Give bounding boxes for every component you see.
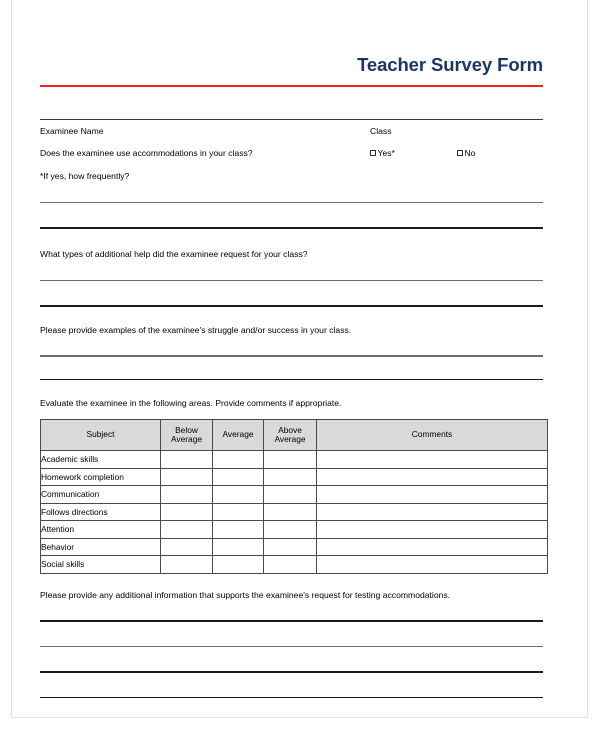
evaluation-table [40,419,548,574]
average-cell[interactable] [213,451,264,469]
column-header-comments-line1: Comments [411,429,453,440]
spacer [40,574,543,590]
above-average-cell[interactable] [264,538,317,556]
accommodations-followup-text: *If yes, how frequently? [40,171,130,182]
accommodations-question-row [40,148,543,159]
spacer [40,87,543,111]
above-average-cell[interactable] [264,556,317,574]
spacer [40,136,543,148]
below-average-cell[interactable] [161,468,213,486]
comments-cell[interactable] [317,503,548,521]
checkbox-icon[interactable] [370,150,376,156]
spacer [40,260,543,280]
table-header-row [41,420,548,451]
accommodations-question-text: Does the examinee use accommodations in your class? [40,148,253,159]
above-average-cell[interactable] [264,486,317,504]
accommodations-options [370,148,475,158]
average-cell[interactable] [213,486,264,504]
evaluation-instruction: Evaluate the examinee in the following areas. Provide comments if appropriate. [40,398,342,409]
above-average-cell[interactable] [264,468,317,486]
below-average-cell[interactable] [161,538,213,556]
comments-cell[interactable] [317,521,548,539]
spacer [40,335,543,355]
table-row [41,538,548,556]
below-average-cell[interactable] [161,521,213,539]
accommodations-option-yes-label: Yes* [377,148,395,159]
column-header-average [213,420,264,451]
below-average-cell[interactable] [161,451,213,469]
table-row [41,486,548,504]
spacer [40,673,543,697]
comments-cell[interactable] [317,486,548,504]
form-header [40,0,543,76]
question-prompt: Please provide examples of the examinee's struggle and/or success in your class. [40,324,352,335]
subject-cell: Behavior [41,538,161,556]
subject-cell: Communication [41,486,161,504]
subject-cell: Follows directions [41,503,161,521]
column-header-above-average-line2: Average [274,434,306,445]
spacer [40,357,543,379]
spacer [40,182,543,202]
table-row [41,503,548,521]
column-header-average-line1: Average [222,429,254,440]
checkbox-icon[interactable] [457,150,463,156]
column-header-subject [41,420,161,451]
average-cell[interactable] [213,556,264,574]
spacer [40,409,543,419]
subject-cell: Homework completion [41,468,161,486]
above-average-cell[interactable] [264,451,317,469]
table-row [41,556,548,574]
column-header-comments [317,420,548,451]
form-content [40,0,543,698]
column-header-below-average-line2: Average [170,434,203,445]
class-label: Class [370,126,392,136]
examinee-name-label: Examinee Name [40,126,104,136]
spacer [40,111,543,119]
identity-row [40,126,543,136]
below-average-cell[interactable] [161,486,213,504]
average-cell[interactable] [213,538,264,556]
spacer [40,647,543,671]
above-average-cell[interactable] [264,503,317,521]
accommodations-option-no-label: No [464,148,476,159]
additional-info-prompt: Please provide any additional information that supports the examinee's request for testing accommodations. [40,589,451,600]
spacer [40,380,543,398]
table-row [41,521,548,539]
table-row [41,451,548,469]
column-header-above-average [264,420,317,451]
average-cell[interactable] [213,521,264,539]
question-prompt: What types of additional help did the examinee request for your class? [40,248,308,259]
comments-cell[interactable] [317,468,548,486]
subject-cell: Social skills [41,556,161,574]
spacer [40,159,543,171]
answer-line[interactable] [40,697,543,699]
average-cell[interactable] [213,503,264,521]
spacer [40,307,543,325]
comments-cell[interactable] [317,451,548,469]
spacer [40,600,543,620]
comments-cell[interactable] [317,538,548,556]
column-header-above-average-line1: Above [278,424,302,435]
comments-cell[interactable] [317,556,548,574]
average-cell[interactable] [213,468,264,486]
spacer [40,622,543,646]
below-average-cell[interactable] [161,556,213,574]
spacer [40,203,543,227]
above-average-cell[interactable] [264,521,317,539]
column-header-below-average [161,420,213,451]
subject-cell: Attention [41,521,161,539]
subject-cell: Academic skills [41,451,161,469]
accommodations-option-no[interactable] [457,148,476,158]
spacer [40,281,543,305]
accommodations-option-yes[interactable] [370,148,395,158]
column-header-subject-line1: Subject [86,429,115,440]
page-title: Teacher Survey Form [357,54,543,75]
spacer [40,229,543,249]
below-average-cell[interactable] [161,503,213,521]
table-row [41,468,548,486]
column-header-below-average-line1: Below [175,424,198,435]
